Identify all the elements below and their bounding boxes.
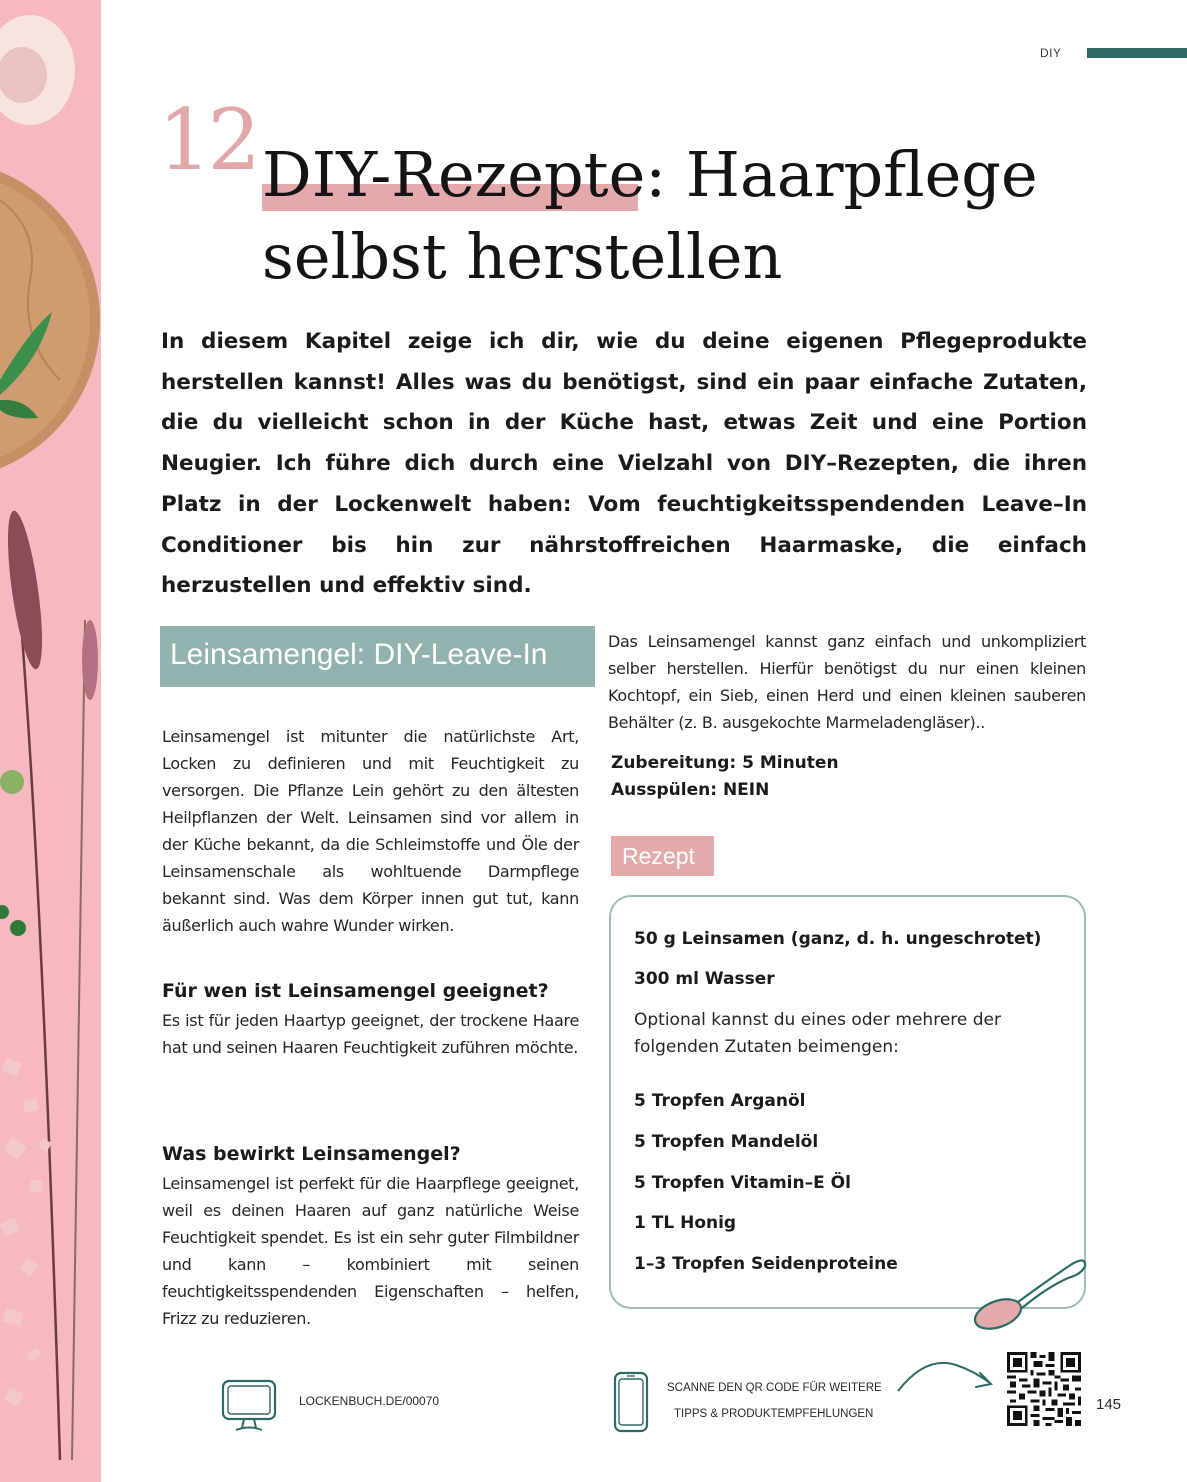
qr-code[interactable]: [1005, 1352, 1083, 1426]
page-title-line-1: DIY-Rezepte: Haarpflege: [262, 138, 1038, 211]
prep-time: Zubereitung: 5 Minuten: [611, 753, 839, 773]
intro-body-paragraph: Leinsamengel ist mitunter die natürlichste Art, Locken zu definieren und mit Feuchtigkeit zu versorgen. Die Pflanze Lein gehört zu den ältesten Heilpflanzen der Welt. Leinsamen sind vor allem in der Küche bekannt, da die Schleimstoffe und Öle der Leinsamenschale als wohltuende Darmpflege bekannt sind. Was dem Körper innen gut tut, kann äußerlich auch wahre Wunder wirken.: [162, 727, 579, 935]
chapter-number: 12: [158, 91, 257, 189]
monitor-icon: [220, 1378, 278, 1434]
section-header: [160, 626, 595, 687]
optional-ingredient-item: 1 TL Honig: [634, 1213, 737, 1233]
decorative-side-image: [0, 0, 101, 1482]
optional-ingredient-item: 1–3 Tropfen Seidenproteine: [634, 1254, 898, 1274]
subheading-suitability: Für wen ist Leinsamengel geeignet?: [162, 980, 549, 1002]
qr-note-line-1: SCANNE DEN QR CODE FÜR WEITERE: [667, 1382, 882, 1394]
section-tag-bar: [1087, 48, 1187, 58]
suitability-paragraph: Es ist für jeden Haartyp geeignet, der trockene Haare hat und seinen Haaren Feuchtigkeit zuführen möchte.: [162, 1011, 579, 1057]
ingredient-item: 300 ml Wasser: [634, 969, 775, 989]
section-header-title: Leinsamengel: DIY-Leave-In: [170, 638, 548, 671]
rinse-info: Ausspülen: NEIN: [611, 780, 770, 800]
optional-ingredient-item: 5 Tropfen Vitamin–E Öl: [634, 1173, 851, 1193]
recipe-label: [611, 836, 714, 876]
subheading-effect: Was bewirkt Leinsamengel?: [162, 1143, 461, 1165]
section-tag: DIY: [1040, 46, 1062, 60]
ingredient-item: 50 g Leinsamen (ganz, d. h. ungeschrotet): [634, 929, 1042, 949]
spoon-illustration: [968, 1250, 1092, 1336]
optional-ingredient-item: 5 Tropfen Mandelöl: [634, 1132, 819, 1152]
recipe-label-text: Rezept: [622, 843, 695, 869]
intro-paragraph: In diesem Kapitel zeige ich dir, wie du deine eigenen Pflegeprodukte herstellen kannst! Alles was du benötigst, sind ein paar einfache Zutaten, die du vielleicht schon in der Küche hast, etwas Zeit und eine Portion Neugier. Ich führe dich durch eine Vielzahl von DIY–Rezepten, die ihren Platz in der Lockenwelt haben: Vom feuchtigkeitsspendenden Leave–In Conditioner bis hin zur nährstoffreichen Haarmaske, die einfach herzustellen und effektiv sind.: [161, 329, 1087, 599]
smartphone-icon: [613, 1371, 649, 1433]
preparation-paragraph: Das Leinsamengel kannst ganz einfach und unkompliziert selber herstellen. Hierfür benötigst du nur einen kleinen Kochtopf, ein Sieb, einen Herd und einen kleinen sauberen Behälter (z. B. ausgekochte Marmeladengläser)..: [608, 632, 1086, 732]
footer-link[interactable]: LOCKENBUCH.DE/00070: [299, 1394, 440, 1408]
qr-note-line-2: TIPPS & PRODUKTEMPFEHLUNGEN: [674, 1408, 874, 1420]
page-number: 145: [1096, 1396, 1122, 1413]
page-title-line-2: selbst herstellen: [262, 220, 783, 293]
optional-ingredient-item: 5 Tropfen Arganöl: [634, 1091, 806, 1111]
optional-ingredients-note: Optional kannst du eines oder mehrere der folgenden Zutaten beimengen:: [634, 1010, 1001, 1057]
curved-arrow-icon: [896, 1355, 996, 1395]
effect-paragraph: Leinsamengel ist perfekt für die Haarpflege geeignet, weil es deinen Haaren auf ganz natürliche Weise Feuchtigkeit spendet. Es ist ein sehr guter Filmbildner und kann – kombiniert mit seinen feuchtigkeitsspendenden Eigenschaften – helfen, Frizz zu reduzieren.: [162, 1174, 579, 1328]
